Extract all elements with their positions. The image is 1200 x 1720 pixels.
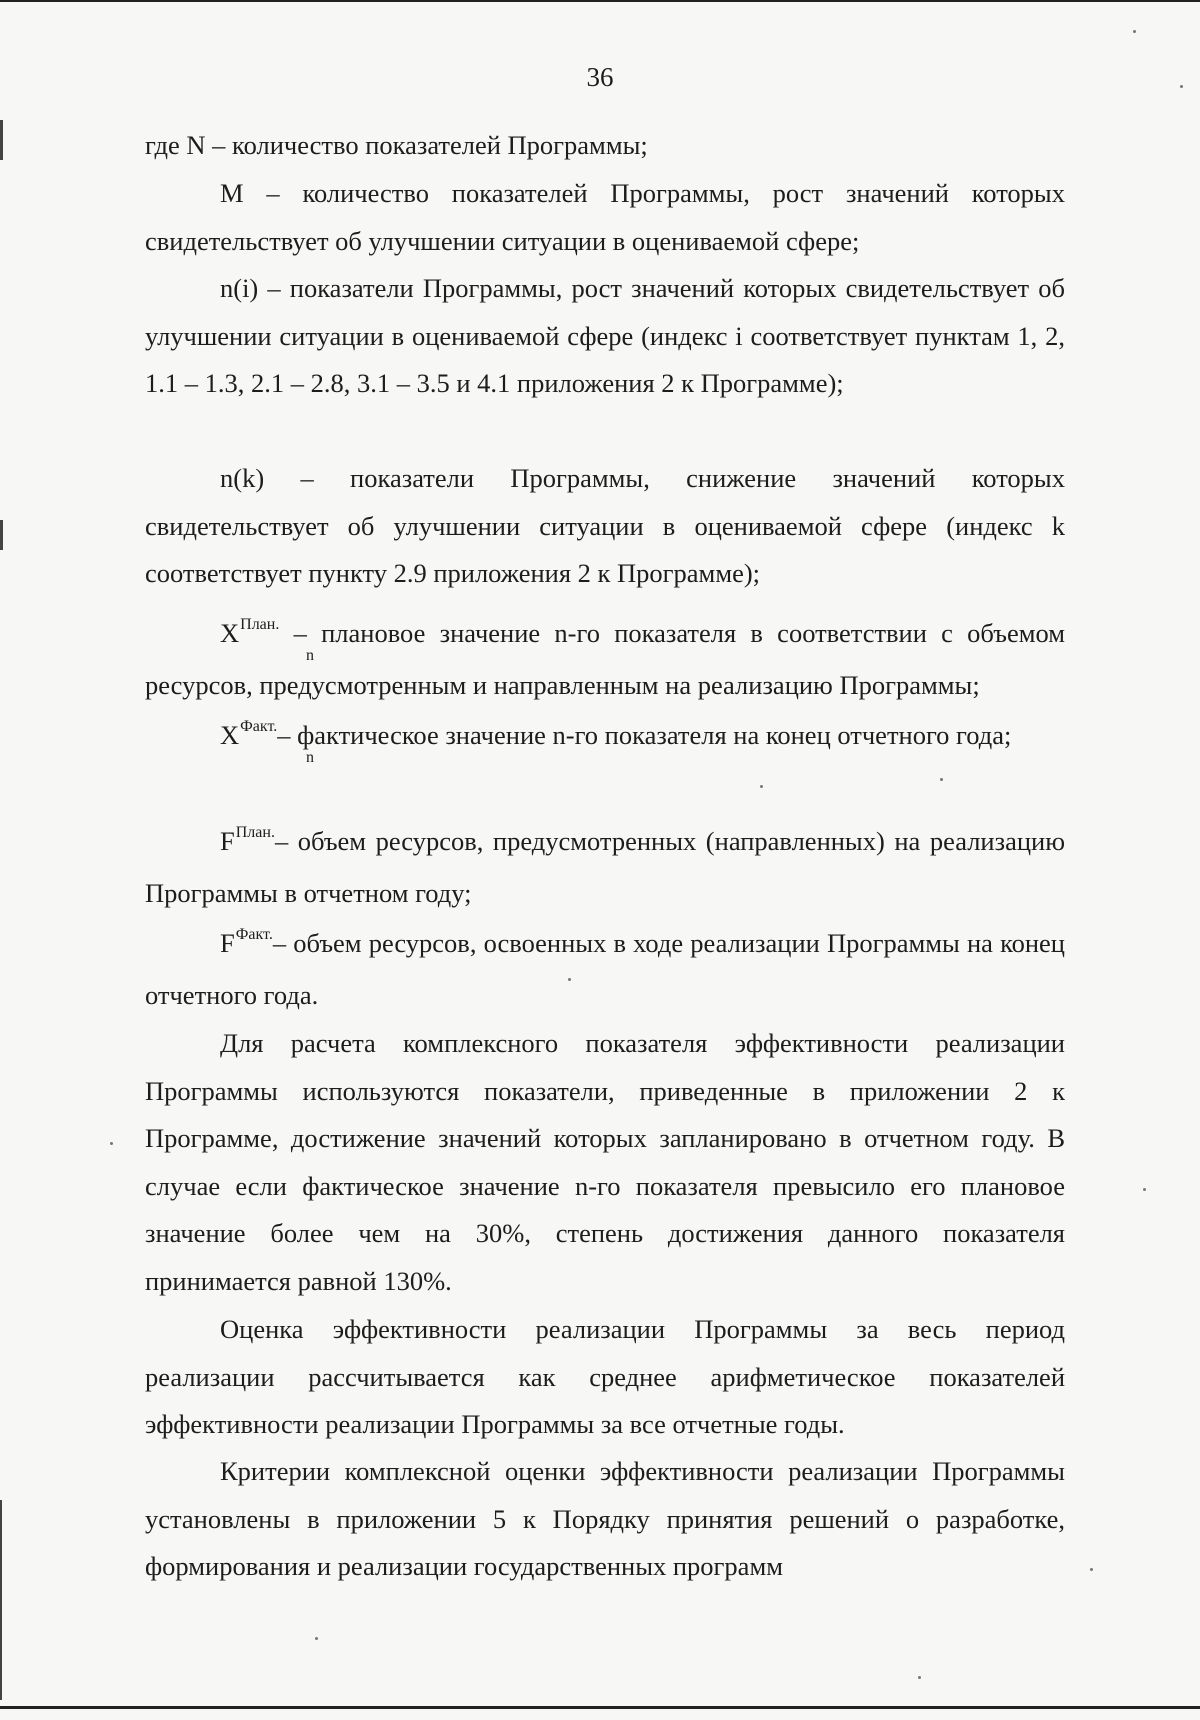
paragraph-period-evaluation: Оценка эффективности реализации Программы за весь период реализации рассчитывается как среднее арифметическое показателей эффективности реализации Программы за все отчетные годы.	[145, 1314, 1065, 1439]
x-fact-symbol: X n $^{Факт.}$	[220, 718, 314, 766]
paragraph-x-fact-definition: X n $^{Факт.}$– фактическое значение n-го показателя на конец отчетного года;	[220, 718, 1012, 766]
paragraph-m-definition: M – количество показателей Программы, рост значений которых свидетельствует об улучшении ситуации в оцениваемой сфере;	[145, 178, 1065, 256]
scan-edge-mark	[0, 1500, 2, 1700]
scan-speck	[918, 1676, 921, 1679]
scan-speck	[315, 1637, 318, 1640]
scan-speck	[760, 785, 763, 788]
scan-edge-mark	[0, 520, 3, 550]
paragraph-ni-definition: n(i) – показатели Программы, рост значений которых свидетельствует об улучшении ситуации в оцениваемой сфере (индекс i соответствует пунктам 1, 2, 1.1 – 1.3, 2.1 – 2.8, 3.1 – 3.5 и 4.1 приложения 2 к Программе);	[145, 273, 1065, 398]
scan-speck	[1180, 85, 1183, 88]
scan-speck	[110, 1142, 113, 1145]
paragraph-f-fact-definition: $F^{Факт.}-$ объем ресурсов, освоенных в ходе реализации Программы на конец отчетного года.	[145, 926, 1065, 1010]
scan-speck	[1090, 1568, 1093, 1571]
bottom-border	[0, 1706, 1200, 1709]
scan-speck	[940, 778, 943, 781]
scan-speck	[1133, 30, 1136, 33]
paragraph-criteria: Критерии комплексной оценки эффективности реализации Программы установлены в приложении 5 к Порядку принятия решений о разработке, формирования и реализации государственных программ	[145, 1456, 1065, 1581]
paragraph-x-plan-definition: X n $^{План.}$ – плановое значение n-го показателя в соответствии с объемом ресурсов, предусмотренным и направленным на реализацию Программы;	[145, 616, 1065, 700]
f-fact-symbol: $F^{Факт.}$	[220, 926, 273, 958]
paragraph-f-plan-definition: $F^{План.}-$ объем ресурсов, предусмотренных (направленных) на реализацию Программы в отчетном году;	[145, 824, 1065, 908]
x-plan-symbol: X n $^{План.}$	[220, 616, 314, 664]
paragraph-n-definition: где N – количество показателей Программы;	[145, 130, 648, 160]
scan-speck	[568, 978, 571, 981]
page-number: 36	[586, 62, 614, 92]
scan-edge-mark	[0, 120, 3, 160]
paragraph-nk-definition: n(k) – показатели Программы, снижение значений которых свидетельствует об улучшении ситуации в оцениваемой сфере (индекс k соответствует пункту 2.9 приложения 2 к Программе);	[145, 463, 1065, 588]
f-plan-symbol: $F^{План.}$	[220, 824, 275, 856]
scan-speck	[1143, 1188, 1146, 1191]
top-border	[0, 0, 1200, 2]
paragraph-calculation-method: Для расчета комплексного показателя эффективности реализации Программы используются показатели, приведенные в приложении 2 к Программе, достижение значений которых запланировано в отчетном году. В случае если фактическое значение n-го показателя превысило его плановое значение более чем на 30%, степень достижения данного показателя принимается равной 130%.	[145, 1028, 1065, 1296]
